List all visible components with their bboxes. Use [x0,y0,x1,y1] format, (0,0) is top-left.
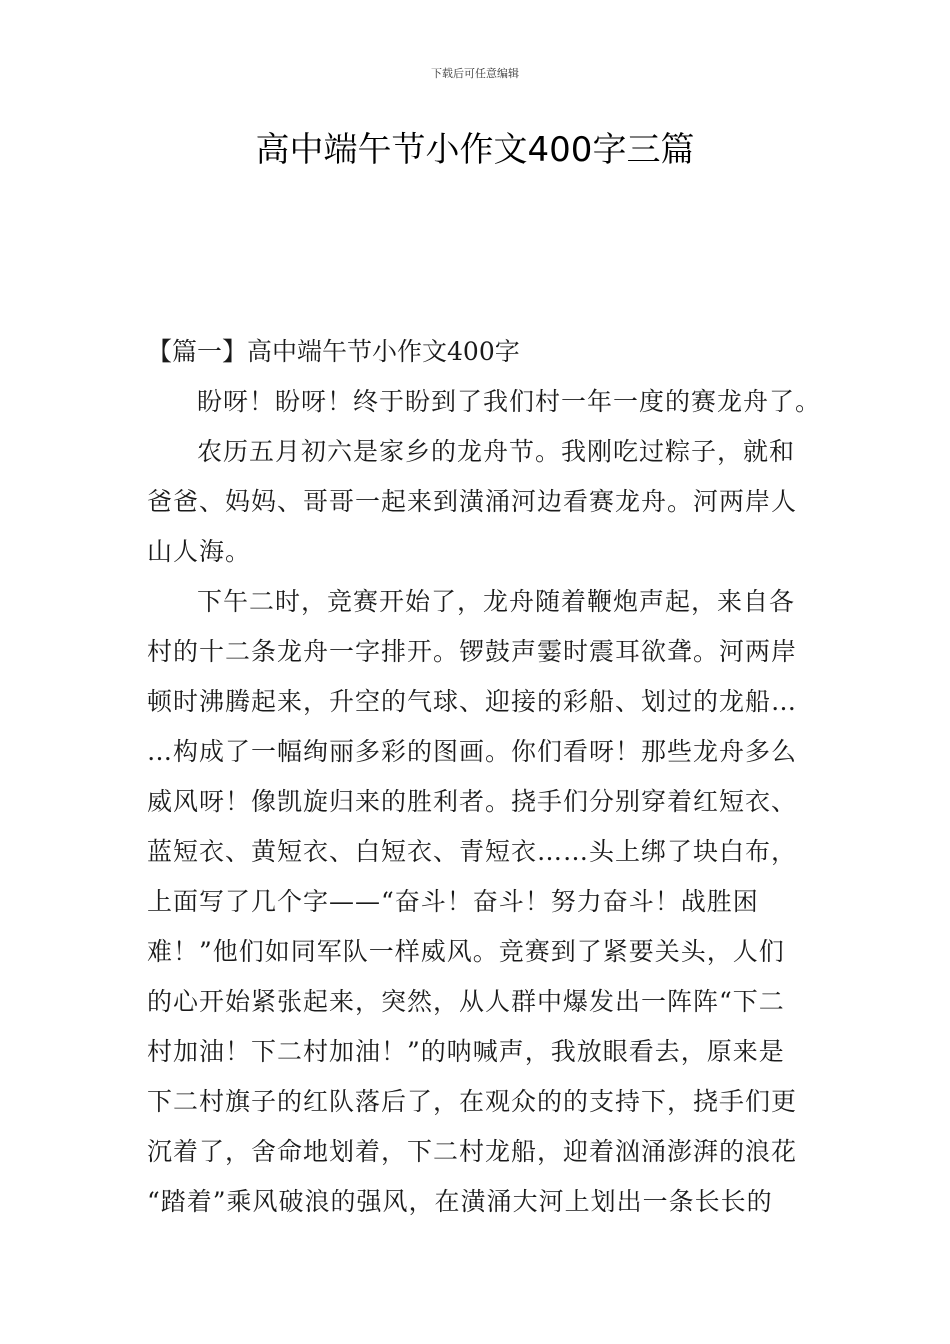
paragraph-line: 顿时沸腾起来，升空的气球、迎接的彩船、划过的龙船… [147,687,798,716]
paragraph-line: 下二村旗子的红队落后了，在观众的的支持下，挠手们更 [147,1087,798,1116]
paragraph-line: 威风呀！像凯旋归来的胜利者。挠手们分别穿着红短衣、 [147,787,798,816]
document-body [147,327,822,1227]
paragraph-line: 下午二时，竞赛开始了，龙舟随着鞭炮声起，来自各 [197,587,796,616]
paragraph-line: 盼呀！盼呀！终于盼到了我们村一年一度的赛龙舟了。 [197,387,822,416]
header-note: 下载后可任意编辑 [431,67,519,80]
paragraph-line: 的心开始紧张起来，突然，从人群中爆发出一阵阵“下二 [147,987,785,1016]
section-heading: 【篇一】高中端午节小作文400字 [147,337,520,366]
paragraph-line: “踏着”乘风破浪的强风，在潢涌大河上划出一条长长的 [147,1187,773,1216]
paragraph-line: 村加油！下二村加油！”的呐喊声，我放眼看去，原来是 [147,1037,785,1066]
paragraph-line: 上面写了几个字——“奋斗！奋斗！努力奋斗！战胜困 [147,887,759,916]
document-title: 高中端午节小作文400字三篇 [255,130,695,170]
paragraph-line: …构成了一幅绚丽多彩的图画。你们看呀！那些龙舟多么 [147,737,798,766]
paragraph-line: 爸爸、妈妈、哥哥一起来到潢涌河边看赛龙舟。河两岸人 [147,487,798,516]
paragraph-line: 农历五月初六是家乡的龙舟节。我刚吃过粽子，就和 [197,437,796,466]
paragraph-line: 蓝短衣、黄短衣、白短衣、青短衣……头上绑了块白布， [147,837,798,866]
paragraph-line: 山人海。 [147,537,252,566]
paragraph-line: 村的十二条龙舟一字排开。锣鼓声霎时震耳欲聋。河两岸 [147,637,798,666]
paragraph-line: 难！”他们如同军队一样威风。竞赛到了紧要关头，人们 [147,937,785,966]
paragraph-line: 沉着了，舍命地划着，下二村龙船，迎着汹涌澎湃的浪花 [147,1137,798,1166]
